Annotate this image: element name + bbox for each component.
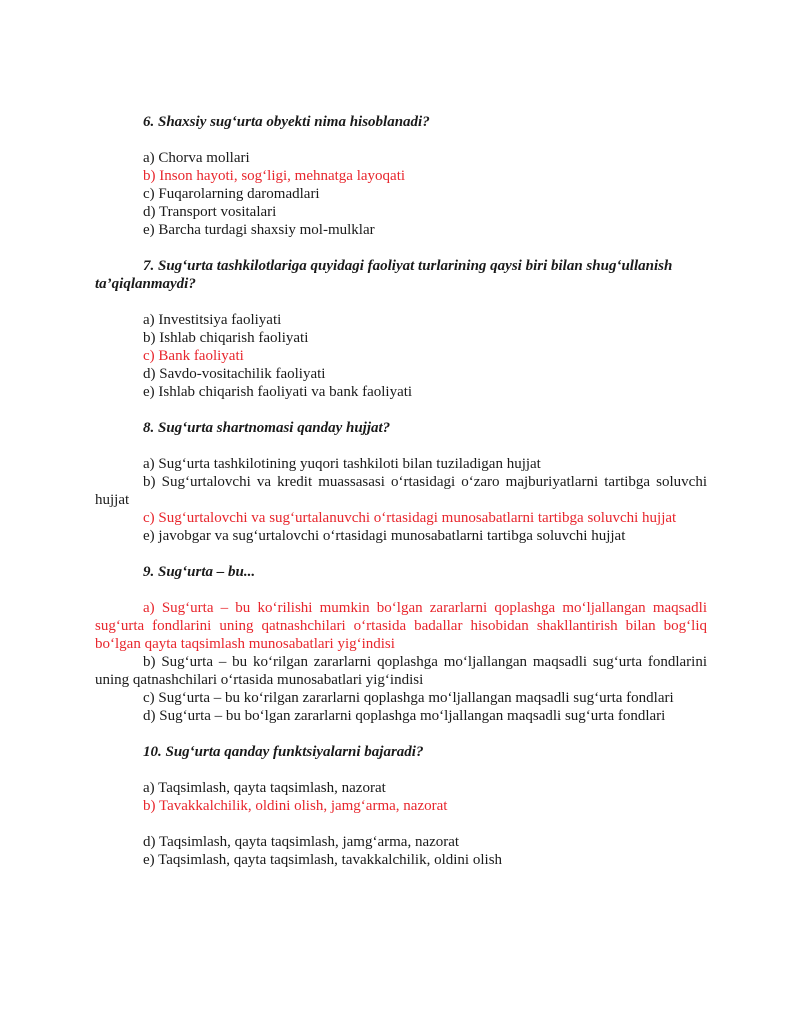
question-6-option-b-correct: b) Inson hayoti, sog‘ligi, mehnatga layoqati: [143, 168, 406, 184]
question-7-title: [95, 257, 707, 293]
question-9-option-a-correct: [95, 599, 707, 653]
question-9-option-b: [95, 653, 707, 689]
question-8-option-c-correct: c) Sug‘urtalovchi va sug‘urtalanuvchi o‘rtasidagi munosabatlarni tartibga soluvchi hujjat: [143, 510, 677, 526]
question-10-title: [95, 743, 707, 761]
question-10-option-e: e) Taqsimlash, qayta taqsimlash, tavakkalchilik, oldini olish: [143, 852, 503, 868]
question-6-option-e: e) Barcha turdagi shaxsiy mol-mulklar: [143, 222, 375, 238]
question-10-text: 10. Sug‘urta qanday funktsiyalarni bajaradi?: [143, 744, 424, 760]
question-6-text: 6. Shaxsiy sug‘urta obyekti nima hisoblanadi?: [143, 114, 430, 130]
question-9-option-b-text: b) Sug‘urta – bu ko‘rilgan zararlarni qoplashga mo‘ljallangan maqsadli sug‘urta fondlarini uning qatnashchilari o‘rtasida munosabatlari yig‘indisi: [95, 654, 707, 688]
question-9-text: 9. Sug‘urta – bu...: [143, 564, 256, 580]
question-8-option-a: a) Sug‘urta tashkilotining yuqori tashkiloti bilan tuziladigan hujjat: [143, 456, 541, 472]
question-7-text-line1: 7. Sug‘urta tashkilotlariga quyidagi faoliyat turlarining qaysi biri bilan shug‘ullanish: [143, 258, 673, 274]
question-8-option-b: [95, 473, 707, 509]
question-8-option-e: e) javobgar va sug‘urtalovchi o‘rtasidagi munosabatlarni tartibga soluvchi hujjat: [143, 528, 626, 544]
question-9-option-a-text: a) Sug‘urta – bu ko‘rilishi mumkin bo‘lgan zararlarni qoplashga mo‘ljallangan maqsadli sug‘urta fondlarini uning qatnashchilari o‘rtasida badallar hisobidan shakllantirish bilan bog‘liq bo‘lgan qayta taqsimlash munosabatlari yig‘indisi: [95, 600, 707, 652]
question-9-title: [95, 563, 707, 581]
question-9-option-d: d) Sug‘urta – bu bo‘lgan zararlarni qoplashga mo‘ljallangan maqsadli sug‘urta fondlari: [143, 708, 666, 724]
question-7-text-line2: ta’qiqlanmaydi?: [95, 276, 196, 292]
question-6-option-c: c) Fuqarolarning daromadlari: [143, 186, 320, 202]
question-7-option-a: a) Investitsiya faoliyati: [143, 312, 282, 328]
question-7-option-e: e) Ishlab chiqarish faoliyati va bank faoliyati: [143, 384, 413, 400]
question-8-text: 8. Sug‘urta shartnomasi qanday hujjat?: [143, 420, 391, 436]
question-7-option-c-correct: c) Bank faoliyati: [143, 348, 244, 364]
question-8-title: [95, 419, 707, 437]
question-6-option-d: d) Transport vositalari: [143, 204, 277, 220]
question-6-option-a: a) Chorva mollari: [143, 150, 250, 166]
question-7-option-b: b) Ishlab chiqarish faoliyati: [143, 330, 309, 346]
question-9-option-c: c) Sug‘urta – bu ko‘rilgan zararlarni qoplashga mo‘ljallangan maqsadli sug‘urta fondlari: [143, 690, 674, 706]
question-10-option-b-correct: b) Tavakkalchilik, oldini olish, jamg‘arma, nazorat: [143, 798, 448, 814]
question-7-option-d: d) Savdo-vositachilik faoliyati: [143, 366, 326, 382]
question-8-option-b-text: b) Sug‘urtalovchi va kredit muassasasi o‘rtasidagi o‘zaro majburiyatlarni tartibga soluvchi hujjat: [95, 474, 707, 508]
question-6-title: [95, 113, 707, 131]
question-10-option-a: a) Taqsimlash, qayta taqsimlash, nazorat: [143, 780, 386, 796]
question-10-option-d: d) Taqsimlash, qayta taqsimlash, jamg‘arma, nazorat: [143, 834, 460, 850]
